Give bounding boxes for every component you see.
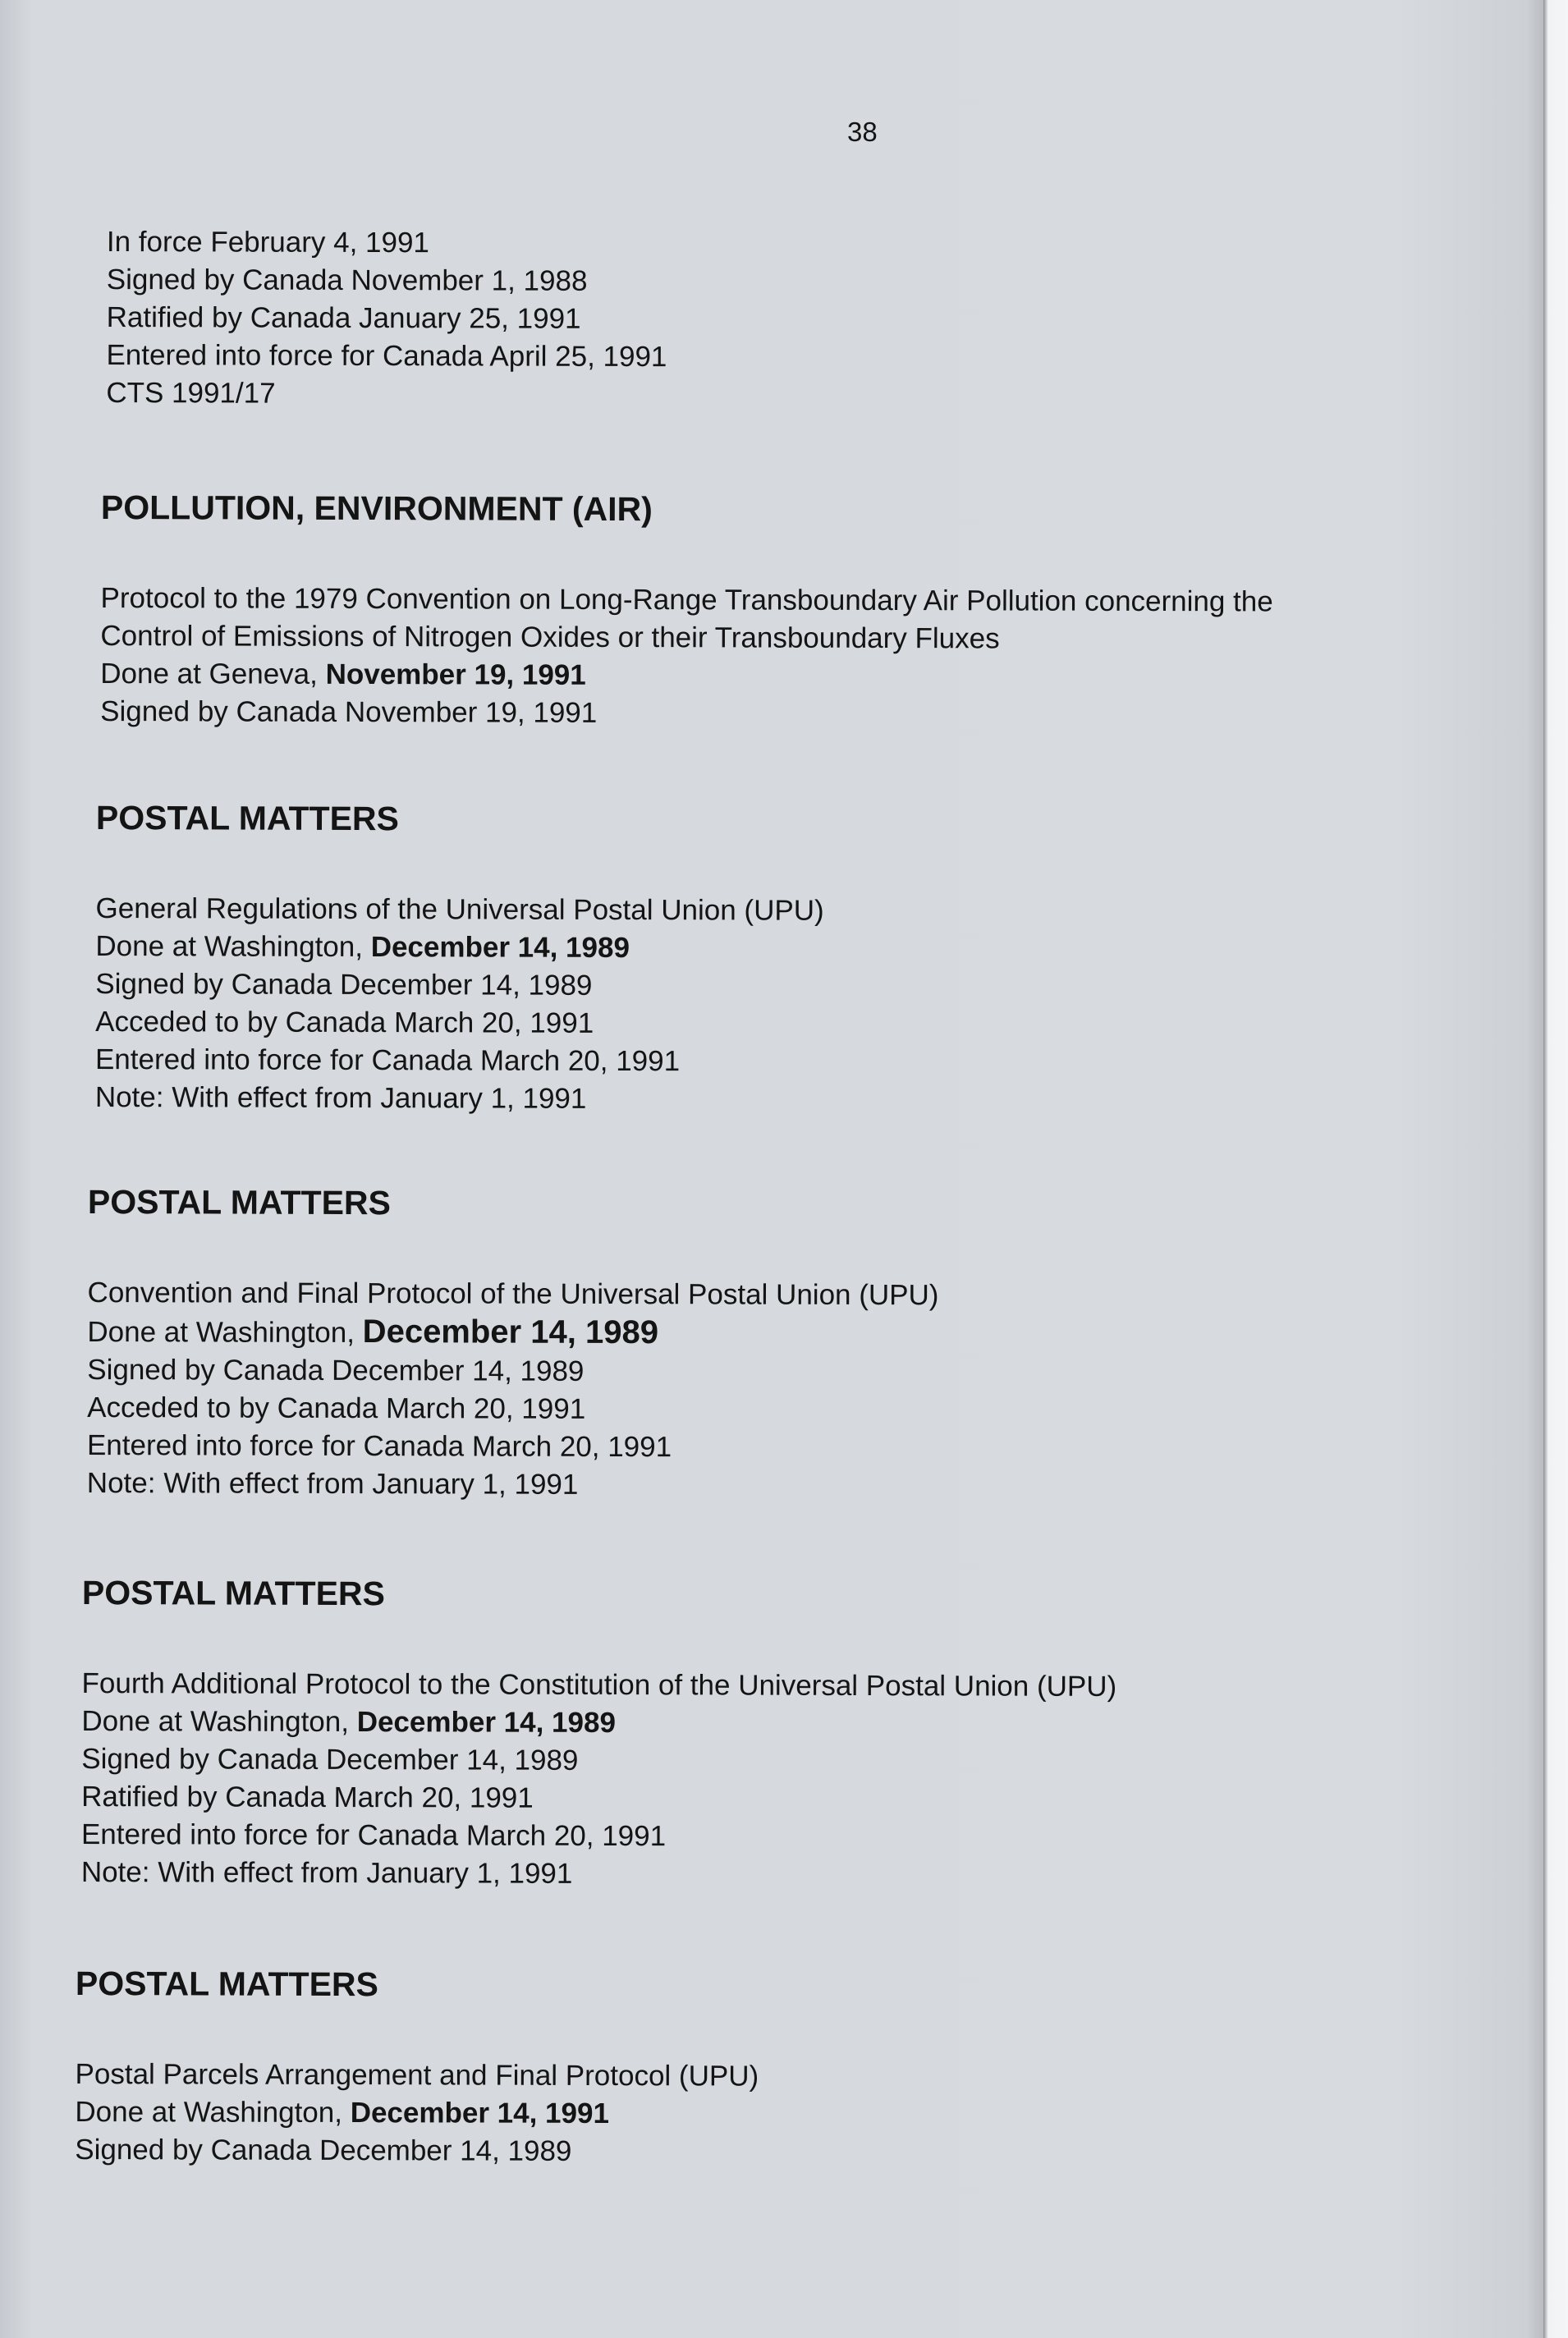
done-at-line: [87, 1312, 938, 1354]
section-heading: POSTAL MATTERS: [95, 799, 399, 838]
treaty-detail-line: Note: With effect from January 1, 1991: [94, 1080, 587, 1115]
done-at-place: Done at Washington,: [87, 1315, 363, 1350]
done-at-line: [81, 1703, 1116, 1744]
treaty-entry-pollution: [100, 488, 1273, 734]
treaty-detail-line: Signed by Canada December 14, 1989: [95, 967, 593, 1002]
done-at-date: December 14, 1989: [356, 1706, 617, 1740]
section-heading: POSTAL MATTERS: [75, 1964, 378, 2004]
done-at-line: [100, 655, 1272, 696]
done-at-date: December 14, 1989: [362, 1313, 659, 1351]
treaty-title-line: General Regulations of the Universal Postal Union (UPU): [95, 892, 824, 927]
done-at-date: December 14, 1991: [350, 2097, 610, 2130]
section-heading: POSTAL MATTERS: [81, 1574, 385, 1613]
treaty-detail-line: Entered into force for Canada March 20, 1991: [80, 1818, 667, 1853]
treaty-entry-postal-regulations: [95, 798, 824, 1119]
next-page-edge: [1543, 0, 1568, 2338]
done-at-place: Done at Washington,: [95, 929, 371, 964]
treaty-title-line: Convention and Final Protocol of the Universal Postal Union (UPU): [87, 1276, 939, 1312]
opening-line: Entered into force for Canada April 25, 1991: [106, 338, 667, 374]
treaty-title-line: Fourth Additional Protocol to the Constitution of the Universal Postal Union (UPU): [81, 1666, 1117, 1703]
opening-line: CTS 1991/17: [106, 376, 276, 410]
opening-line: In force February 4, 1991: [106, 226, 429, 259]
treaty-detail-line: Signed by Canada December 14, 1989: [75, 2133, 572, 2167]
opening-block: [106, 223, 667, 414]
done-at-place: Done at Geneva,: [100, 657, 326, 690]
treaty-detail-line: Signed by Canada December 14, 1989: [87, 1353, 585, 1387]
treaty-title-line: Protocol to the 1979 Convention on Long-Range Transboundary Air Pollution concerning the: [100, 581, 1273, 618]
treaty-detail-line: Signed by Canada December 14, 1989: [81, 1742, 579, 1776]
treaty-detail-line: Note: With effect from January 1, 1991: [86, 1466, 579, 1501]
treaty-detail-line: Acceded to by Canada March 20, 1991: [87, 1391, 586, 1425]
treaty-detail-line: Entered into force for Canada March 20, 1991: [86, 1428, 672, 1464]
treaty-detail-line: Acceded to by Canada March 20, 1991: [95, 1005, 594, 1039]
done-at-line: [75, 2093, 759, 2134]
section-heading: POSTAL MATTERS: [87, 1183, 391, 1222]
done-at-line: [95, 928, 823, 968]
treaty-entry-postal-convention: [87, 1182, 939, 1505]
done-at-date: November 19, 1991: [325, 658, 586, 691]
treaty-title-line: Control of Emissions of Nitrogen Oxides or their Transboundary Fluxes: [100, 619, 1000, 655]
treaty-detail-line: Entered into force for Canada March 20, 1991: [94, 1043, 681, 1078]
treaty-detail-line: Note: With effect from January 1, 1991: [80, 1855, 573, 1890]
done-at-place: Done at Washington,: [81, 1704, 357, 1739]
done-at-date: December 14, 1989: [370, 931, 630, 965]
treaty-entry-postal-protocol: [81, 1573, 1117, 1895]
treaty-detail-line: Ratified by Canada March 20, 1991: [81, 1780, 534, 1814]
opening-line: Signed by Canada November 1, 1988: [106, 263, 588, 297]
opening-line: Ratified by Canada January 25, 1991: [106, 300, 581, 335]
page-number: 38: [847, 117, 878, 147]
treaty-detail-line: Signed by Canada November 19, 1991: [100, 695, 598, 729]
section-heading: POLLUTION, ENVIRONMENT (AIR): [100, 488, 653, 529]
treaty-title-line: Postal Parcels Arrangement and Final Protocol (UPU): [75, 2057, 759, 2093]
treaty-entry-postal-parcels: [75, 1964, 759, 2171]
done-at-place: Done at Washington,: [75, 2095, 351, 2129]
